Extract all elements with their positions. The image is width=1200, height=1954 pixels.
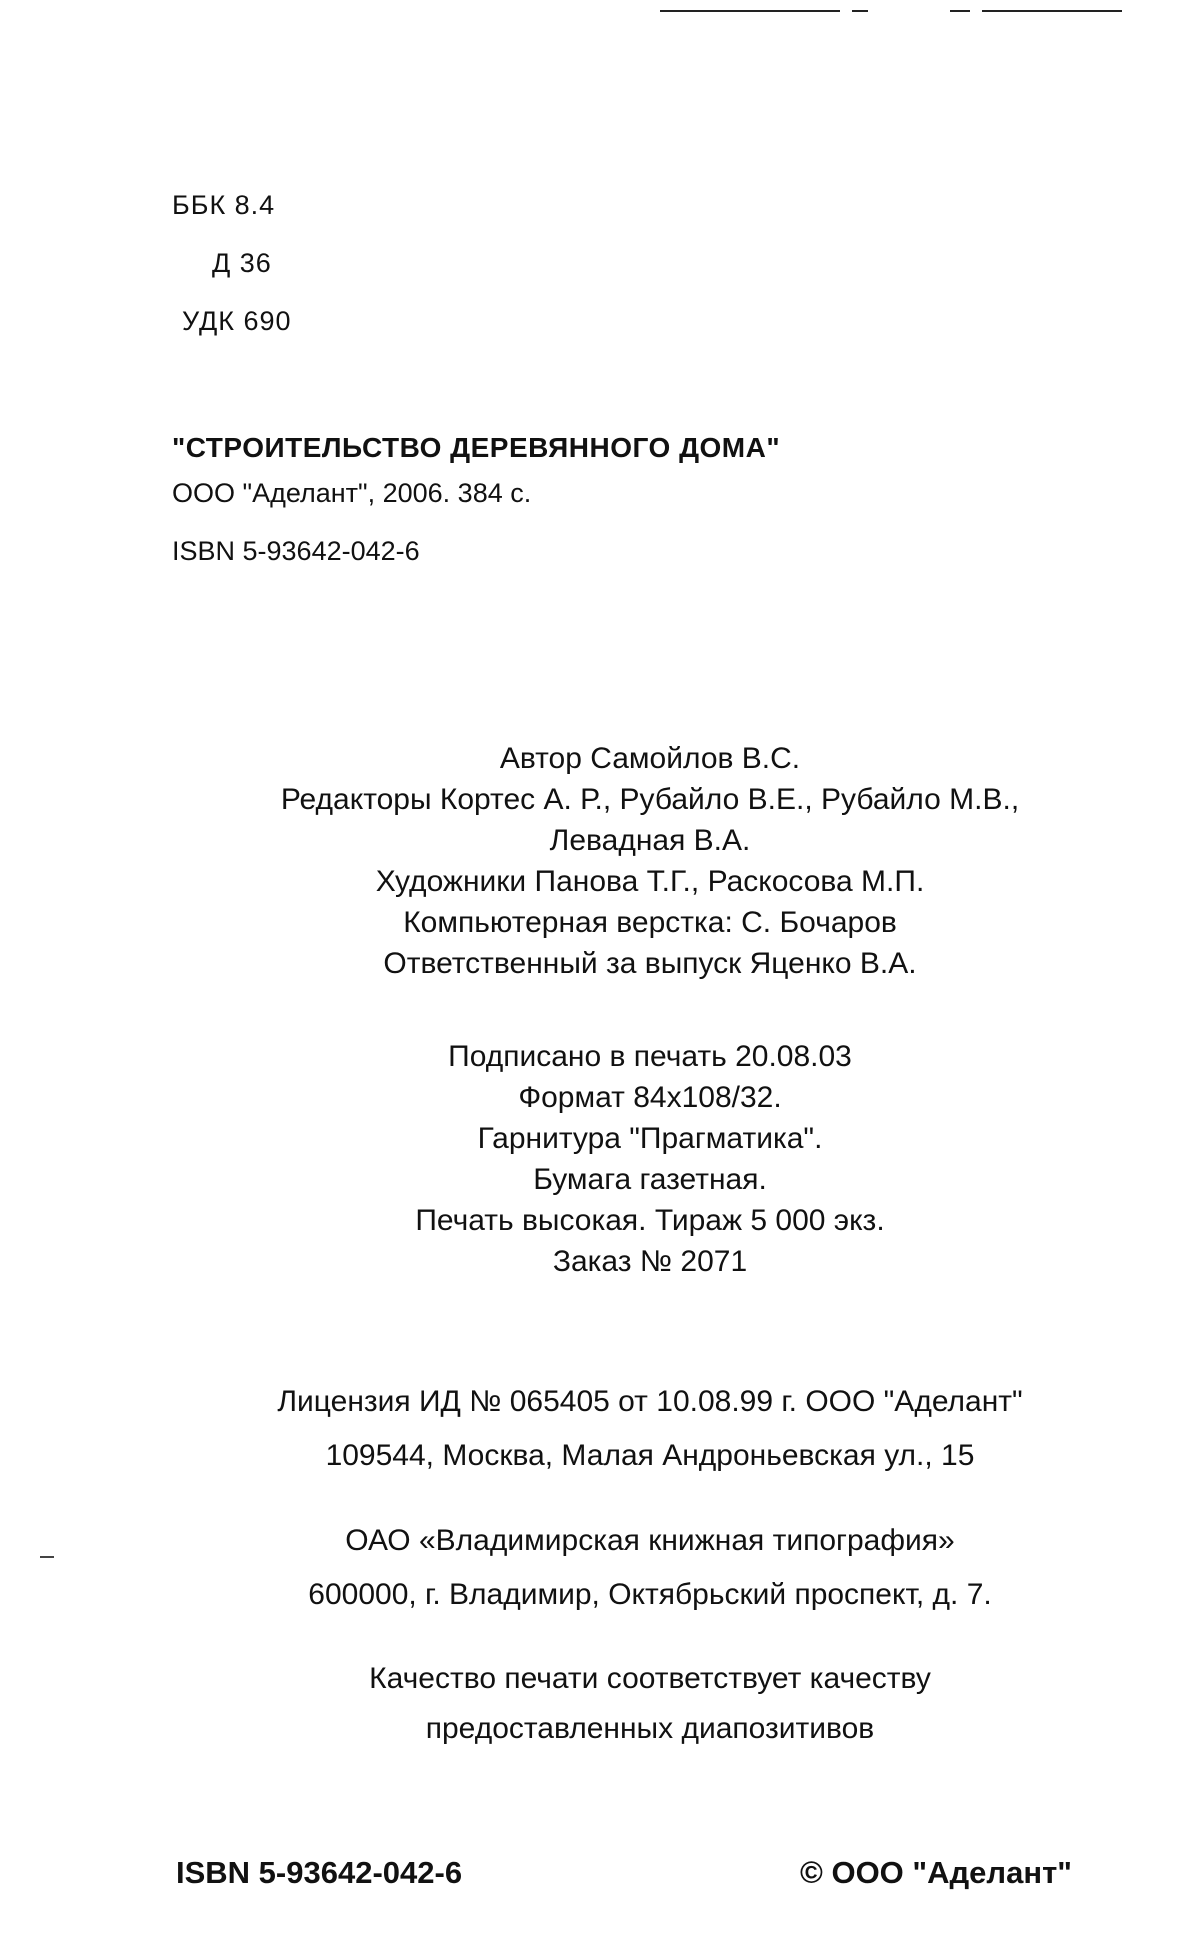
bbk-code: ББК 8.4 <box>172 190 276 220</box>
credit-line: Ответственный за выпуск Яценко В.А. <box>383 947 917 980</box>
footer-copyright: © ООО "Аделант" <box>800 1855 1072 1890</box>
print-details-block <box>160 1036 1140 1282</box>
publisher-line: ООО "Аделант", 2006. 384 с. <box>172 478 532 508</box>
printer-block <box>160 1514 1140 1622</box>
credit-line: Левадная В.А. <box>549 824 751 857</box>
quality-note-line: Качество печати соответствует качеству <box>369 1662 931 1695</box>
credit-line: Редакторы Кортес А. Р., Рубайло В.Е., Рубайло М.В., <box>280 783 1020 816</box>
quality-note-line: предоставленных диапозитивов <box>425 1712 875 1745</box>
print-detail-line: Печать высокая. Тираж 5 000 экз. <box>415 1204 885 1237</box>
top-rule-marks <box>0 6 1200 16</box>
license-line: Лицензия ИД № 065405 от 10.08.99 г. ООО "Аделант" <box>277 1385 1023 1418</box>
quality-note-block <box>160 1654 1140 1754</box>
book-title: "СТРОИТЕЛЬСТВО ДЕРЕВЯННОГО ДОМА" <box>172 432 781 463</box>
credit-line: Художники Панова Т.Г., Раскосова М.П. <box>375 865 925 898</box>
author-mark: Д 36 <box>212 248 272 278</box>
printer-line: ОАО «Владимирская книжная типография» <box>345 1524 955 1557</box>
print-detail-line: Бумага газетная. <box>533 1163 767 1196</box>
print-detail-line: Заказ № 2071 <box>552 1245 748 1278</box>
print-detail-line: Гарнитура "Прагматика". <box>477 1122 823 1155</box>
print-detail-line: Подписано в печать 20.08.03 <box>448 1040 852 1073</box>
isbn-line: ISBN 5-93642-042-6 <box>172 536 420 566</box>
credit-line: Автор Самойлов В.С. <box>499 742 801 775</box>
license-line: 109544, Москва, Малая Андроньевская ул., 15 <box>325 1439 975 1472</box>
credit-line: Компьютерная верстка: С. Бочаров <box>403 906 897 939</box>
license-block <box>160 1375 1140 1483</box>
printer-line: 600000, г. Владимир, Октябрьский проспект, д. 7. <box>308 1578 992 1611</box>
udk-code: УДК 690 <box>182 306 292 336</box>
footer-isbn: ISBN 5-93642-042-6 <box>176 1855 463 1890</box>
print-detail-line: Формат 84x108/32. <box>518 1081 782 1114</box>
credits-block <box>160 738 1140 984</box>
margin-mark <box>40 1556 54 1558</box>
